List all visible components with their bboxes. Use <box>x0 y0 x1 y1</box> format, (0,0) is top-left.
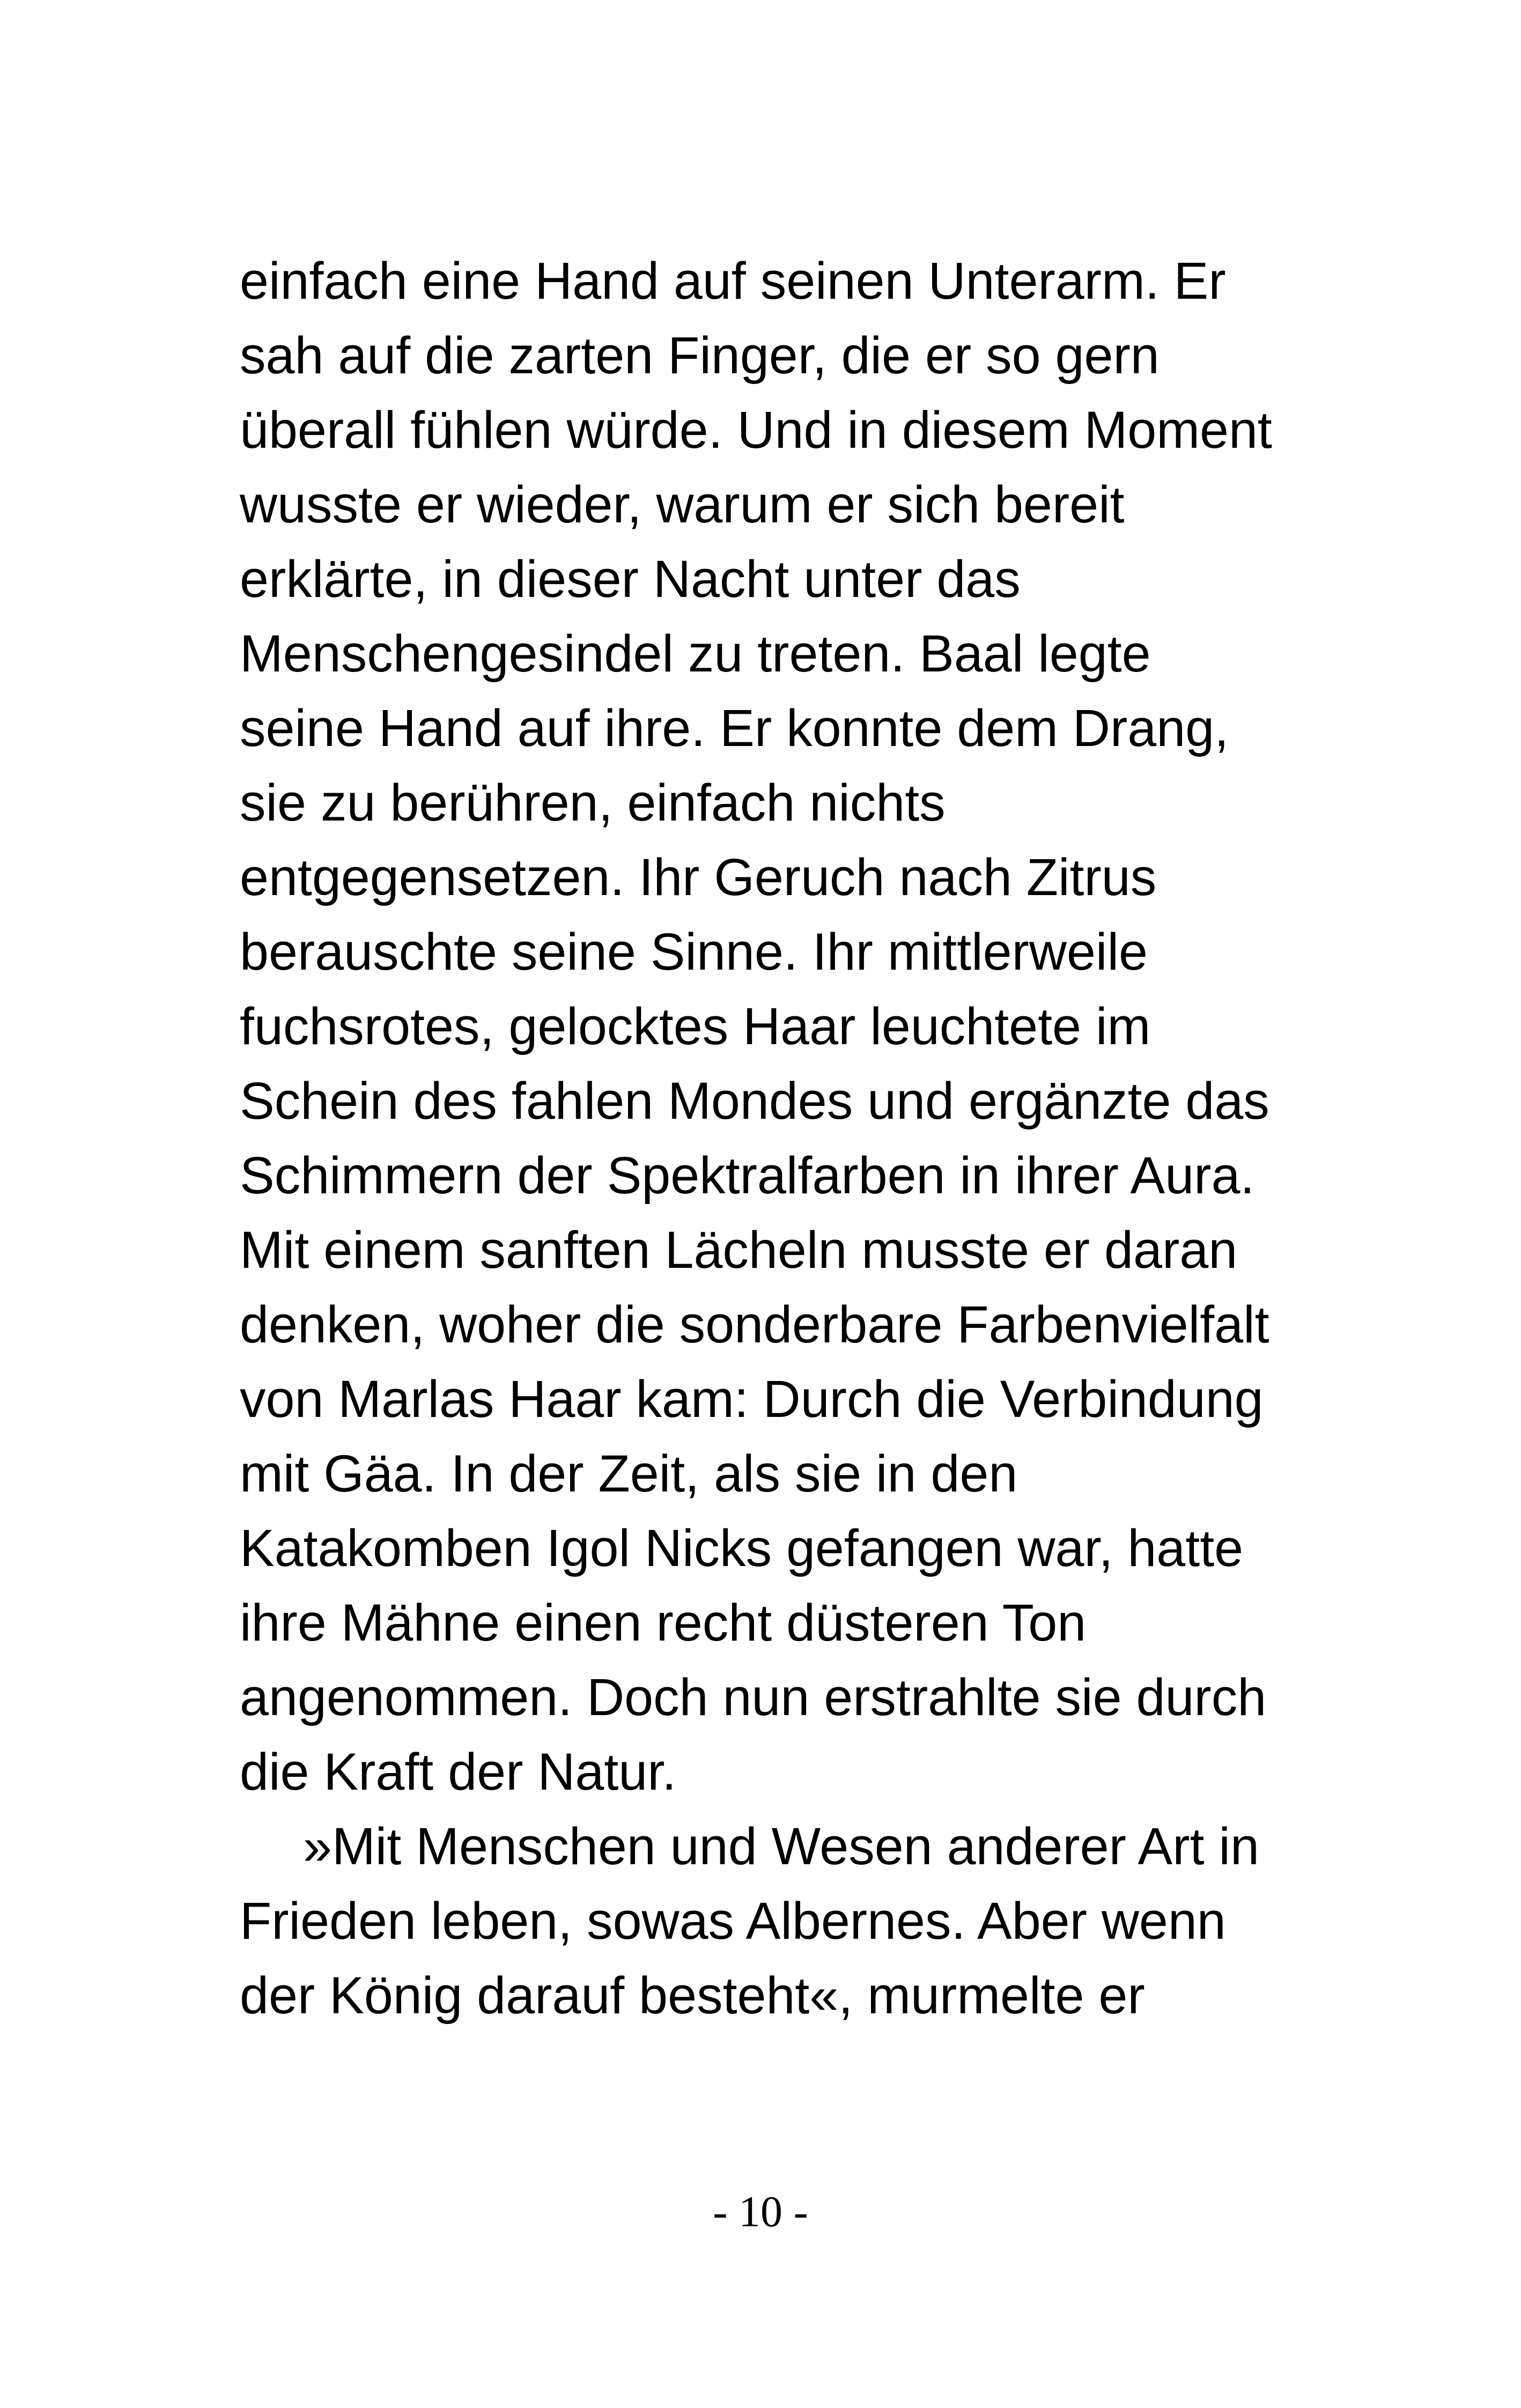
text-line: denken, woher die sonderbare Farbenvielfalt <box>240 1295 1269 1354</box>
text-line: Frieden leben, sowas Albernes. Aber wenn <box>240 1892 1226 1950</box>
text-line-paragraph-start: »Mit Menschen und Wesen anderer Art in <box>303 1817 1259 1875</box>
text-line: sie zu berühren, einfach nichts <box>240 773 946 832</box>
text-line: fuchsrotes, gelocktes Haar leuchtete im <box>240 997 1151 1055</box>
body-text <box>240 243 1312 2033</box>
text-line: mit Gäa. In der Zeit, als sie in den <box>240 1444 1018 1503</box>
text-line: der König darauf besteht«, murmelte er <box>240 1966 1145 2025</box>
text-line: berauschte seine Sinne. Ihr mittlerweile <box>240 922 1148 981</box>
text-line: Menschengesindel zu treten. Baal legte <box>240 624 1151 683</box>
text-line: angenommen. Doch nun erstrahlte sie durch <box>240 1668 1267 1726</box>
text-line: Schimmern der Spektralfarben in ihrer Aura. <box>240 1146 1255 1205</box>
text-line: ihre Mähne einen recht düsteren Ton <box>240 1593 1087 1652</box>
text-line: Katakomben Igol Nicks gefangen war, hatte <box>240 1519 1244 1577</box>
page-number: - 10 - <box>713 2187 808 2236</box>
text-line: seine Hand auf ihre. Er konnte dem Drang, <box>240 699 1229 757</box>
text-line: einfach eine Hand auf seinen Unterarm. Er <box>240 252 1226 310</box>
text-line: entgegensetzen. Ihr Geruch nach Zitrus <box>240 848 1157 906</box>
text-line: erklärte, in dieser Nacht unter das <box>240 550 1021 608</box>
text-line: von Marlas Haar kam: Durch die Verbindung <box>240 1370 1264 1428</box>
text-line: Schein des fahlen Mondes und ergänzte das <box>240 1072 1269 1130</box>
text-line: Mit einem sanften Lächeln musste er daran <box>240 1221 1238 1279</box>
text-line: überall fühlen würde. Und in diesem Moment <box>240 401 1272 459</box>
text-line: die Kraft der Natur. <box>240 1742 677 1801</box>
text-line: sah auf die zarten Finger, die er so gern <box>240 326 1160 385</box>
text-line: wusste er wieder, warum er sich bereit <box>240 475 1125 534</box>
